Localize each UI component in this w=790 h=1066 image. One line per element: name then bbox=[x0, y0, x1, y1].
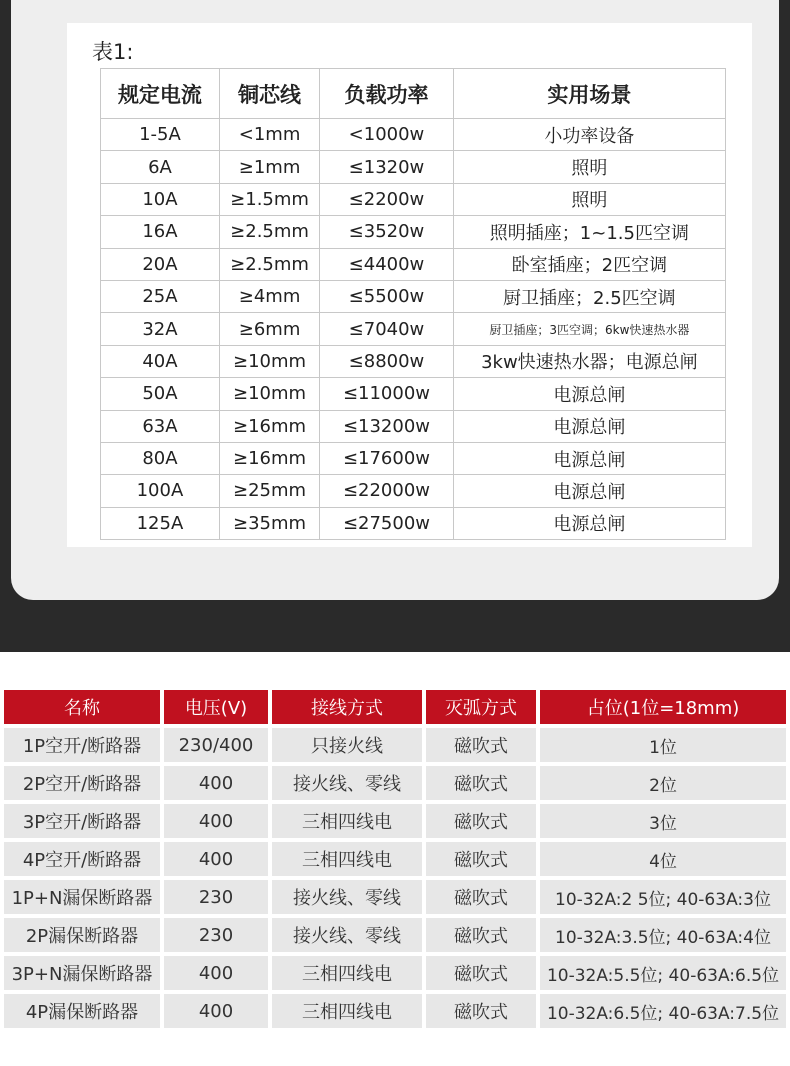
spec-cell: 照明插座；1~1.5匹空调 bbox=[453, 216, 725, 248]
breaker-cell: 230 bbox=[164, 918, 268, 952]
spec-cell: ≤8800w bbox=[320, 345, 454, 377]
spec-table-row bbox=[101, 475, 726, 507]
spec-cell: ≤1320w bbox=[320, 151, 454, 183]
spec-cell: 电源总闸 bbox=[453, 442, 725, 474]
breaker-cell: 400 bbox=[164, 804, 268, 838]
breaker-cell: 接火线、零线 bbox=[272, 918, 422, 952]
breaker-cell: 三相四线电 bbox=[272, 804, 422, 838]
spec-cell: 80A bbox=[101, 442, 220, 474]
breaker-cell: 4P漏保断路器 bbox=[4, 994, 160, 1028]
spec-cell: 照明 bbox=[453, 151, 725, 183]
spec-cell: <1000w bbox=[320, 119, 454, 151]
breaker-table-section bbox=[0, 686, 790, 1032]
breaker-header-cell: 接线方式 bbox=[272, 690, 422, 724]
spec-header-cell: 实用场景 bbox=[453, 69, 725, 119]
spec-cell: ≥10mm bbox=[219, 378, 319, 410]
breaker-cell: 磁吹式 bbox=[426, 842, 536, 876]
breaker-cell: 400 bbox=[164, 956, 268, 990]
breaker-cell: 230/400 bbox=[164, 728, 268, 762]
breaker-header-cell: 占位(1位=18mm) bbox=[540, 690, 786, 724]
spec-cell: 照明 bbox=[453, 183, 725, 215]
spec-cell: 32A bbox=[101, 313, 220, 345]
breaker-cell: 磁吹式 bbox=[426, 766, 536, 800]
breaker-cell: 2P空开/断路器 bbox=[4, 766, 160, 800]
spec-table-row bbox=[101, 216, 726, 248]
spec-table-row bbox=[101, 345, 726, 377]
breaker-cell: 三相四线电 bbox=[272, 842, 422, 876]
spec-cell: 6A bbox=[101, 151, 220, 183]
breaker-cell: 三相四线电 bbox=[272, 994, 422, 1028]
breaker-cell: 2位 bbox=[540, 766, 786, 800]
breaker-table-row bbox=[4, 766, 786, 800]
spec-cell: 40A bbox=[101, 345, 220, 377]
spec-header-cell: 负载功率 bbox=[320, 69, 454, 119]
breaker-header-cell: 灭弧方式 bbox=[426, 690, 536, 724]
spec-cell: 25A bbox=[101, 280, 220, 312]
spec-cell: ≤7040w bbox=[320, 313, 454, 345]
breaker-cell: 三相四线电 bbox=[272, 956, 422, 990]
spec-cell: ≤4400w bbox=[320, 248, 454, 280]
spec-table-row bbox=[101, 410, 726, 442]
breaker-cell: 接火线、零线 bbox=[272, 766, 422, 800]
breaker-cell: 3位 bbox=[540, 804, 786, 838]
breaker-cell: 1P+N漏保断路器 bbox=[4, 880, 160, 914]
spec-cell: 电源总闸 bbox=[453, 410, 725, 442]
spec-table-row bbox=[101, 507, 726, 539]
breaker-cell: 只接火线 bbox=[272, 728, 422, 762]
spec-cell: 小功率设备 bbox=[453, 119, 725, 151]
breaker-cell: 接火线、零线 bbox=[272, 880, 422, 914]
spec-cell: ≤27500w bbox=[320, 507, 454, 539]
spec-cell: ≤17600w bbox=[320, 442, 454, 474]
spec-cell: ≥35mm bbox=[219, 507, 319, 539]
breaker-cell: 10-32A:6.5位; 40-63A:7.5位 bbox=[540, 994, 786, 1028]
spec-cell: ≥10mm bbox=[219, 345, 319, 377]
breaker-cell: 1P空开/断路器 bbox=[4, 728, 160, 762]
spec-cell: 电源总闸 bbox=[453, 378, 725, 410]
spec-table-row bbox=[101, 151, 726, 183]
breaker-cell: 2P漏保断路器 bbox=[4, 918, 160, 952]
breaker-cell: 10-32A:5.5位; 40-63A:6.5位 bbox=[540, 956, 786, 990]
spec-cell: 100A bbox=[101, 475, 220, 507]
spec-table-row bbox=[101, 280, 726, 312]
spec-table-row bbox=[101, 119, 726, 151]
breaker-cell: 磁吹式 bbox=[426, 956, 536, 990]
spec-cell: ≥25mm bbox=[219, 475, 319, 507]
spec-header-cell: 规定电流 bbox=[101, 69, 220, 119]
spec-table-row bbox=[101, 378, 726, 410]
breaker-cell: 230 bbox=[164, 880, 268, 914]
spec-cell: <1mm bbox=[219, 119, 319, 151]
spec-cell: 卧室插座；2匹空调 bbox=[453, 248, 725, 280]
breaker-cell: 400 bbox=[164, 766, 268, 800]
current-spec-table bbox=[100, 68, 726, 540]
breaker-cell: 磁吹式 bbox=[426, 880, 536, 914]
breaker-cell: 4P空开/断路器 bbox=[4, 842, 160, 876]
breaker-cell: 3P+N漏保断路器 bbox=[4, 956, 160, 990]
breaker-cell: 磁吹式 bbox=[426, 994, 536, 1028]
breaker-cell: 磁吹式 bbox=[426, 804, 536, 838]
spec-cell: ≥16mm bbox=[219, 410, 319, 442]
breaker-table-header-row bbox=[4, 690, 786, 724]
spec-cell: 3kw快速热水器；电源总闸 bbox=[453, 345, 725, 377]
spec-cell: 125A bbox=[101, 507, 220, 539]
breaker-table-row bbox=[4, 804, 786, 838]
breaker-cell: 10-32A:3.5位; 40-63A:4位 bbox=[540, 918, 786, 952]
spec-cell: 电源总闸 bbox=[453, 507, 725, 539]
spec-cell: ≥1mm bbox=[219, 151, 319, 183]
spec-cell: ≥16mm bbox=[219, 442, 319, 474]
spec-cell: ≥4mm bbox=[219, 280, 319, 312]
spec-cell: ≤2200w bbox=[320, 183, 454, 215]
spec-table-row bbox=[101, 248, 726, 280]
spec-cell: ≤3520w bbox=[320, 216, 454, 248]
breaker-table-row bbox=[4, 918, 786, 952]
breaker-cell: 磁吹式 bbox=[426, 918, 536, 952]
breaker-table-row bbox=[4, 994, 786, 1028]
breaker-cell: 4位 bbox=[540, 842, 786, 876]
spec-cell: 1-5A bbox=[101, 119, 220, 151]
spec-cell: 10A bbox=[101, 183, 220, 215]
spec-cell: ≤5500w bbox=[320, 280, 454, 312]
spec-cell: ≤22000w bbox=[320, 475, 454, 507]
spec-cell: ≤11000w bbox=[320, 378, 454, 410]
breaker-header-cell: 电压(V) bbox=[164, 690, 268, 724]
spec-cell: 厨卫插座；3匹空调；6kw快速热水器 bbox=[453, 313, 725, 345]
breaker-cell: 3P空开/断路器 bbox=[4, 804, 160, 838]
spec-cell: 20A bbox=[101, 248, 220, 280]
spec-cell: ≥2.5mm bbox=[219, 248, 319, 280]
spec-cell: ≥6mm bbox=[219, 313, 319, 345]
breaker-table-row bbox=[4, 956, 786, 990]
table-caption: 表1: bbox=[92, 40, 134, 64]
spec-cell: 电源总闸 bbox=[453, 475, 725, 507]
breaker-cell: 10-32A:2 5位; 40-63A:3位 bbox=[540, 880, 786, 914]
spec-cell: ≤13200w bbox=[320, 410, 454, 442]
spec-table-header-row bbox=[101, 69, 726, 119]
spec-table-row bbox=[101, 183, 726, 215]
breaker-table bbox=[0, 686, 790, 1032]
breaker-table-row bbox=[4, 880, 786, 914]
breaker-cell: 磁吹式 bbox=[426, 728, 536, 762]
spec-cell: 16A bbox=[101, 216, 220, 248]
spec-cell: ≥2.5mm bbox=[219, 216, 319, 248]
spec-cell: 厨卫插座；2.5匹空调 bbox=[453, 280, 725, 312]
spec-table-row bbox=[101, 442, 726, 474]
spec-cell: ≥1.5mm bbox=[219, 183, 319, 215]
spec-table-row bbox=[101, 313, 726, 345]
breaker-cell: 400 bbox=[164, 842, 268, 876]
spec-header-cell: 铜芯线 bbox=[219, 69, 319, 119]
breaker-table-row bbox=[4, 842, 786, 876]
breaker-header-cell: 名称 bbox=[4, 690, 160, 724]
spec-cell: 63A bbox=[101, 410, 220, 442]
breaker-cell: 400 bbox=[164, 994, 268, 1028]
breaker-table-row bbox=[4, 728, 786, 762]
spec-cell: 50A bbox=[101, 378, 220, 410]
breaker-cell: 1位 bbox=[540, 728, 786, 762]
